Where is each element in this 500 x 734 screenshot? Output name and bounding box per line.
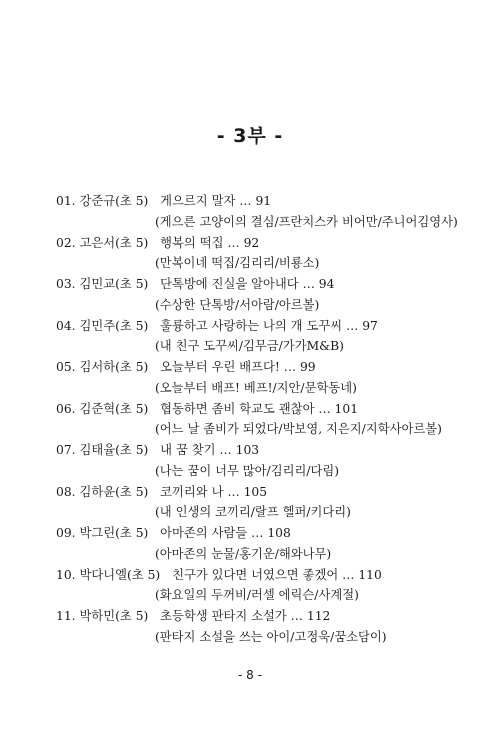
table-of-contents	[56, 191, 476, 648]
entry-title: 친구가 있다면 너였으면 좋겠어 … 110	[172, 567, 382, 582]
toc-entry	[56, 191, 476, 233]
entry-title: 내 꿈 찾기 … 103	[160, 443, 260, 457]
entry-title: 코끼리와 나 … 105	[160, 484, 268, 499]
entry-author: 김서하(초 5)	[79, 360, 149, 374]
toc-entry	[56, 482, 476, 524]
entry-title: 협동하면 좀비 학교도 괜찮아 … 101	[160, 401, 359, 416]
entry-author: 김하윤(초 5)	[79, 484, 149, 499]
entry-author: 김민주(초 5)	[79, 318, 149, 333]
entry-main-line	[56, 233, 476, 254]
entry-author: 김태율(초 5)	[79, 443, 149, 457]
entry-number: 08.	[56, 484, 76, 499]
entry-title: 게으르지 말자 … 91	[160, 194, 272, 208]
toc-entry	[56, 440, 476, 482]
entry-number: 03.	[56, 277, 76, 291]
toc-entry	[56, 233, 476, 275]
entry-title: 아마존의 사람들 … 108	[160, 526, 291, 540]
toc-entry	[56, 274, 476, 316]
entry-main-line	[56, 316, 476, 337]
toc-entry	[56, 399, 476, 441]
entry-source: (화요일의 두꺼비/러셀 에릭슨/사계절)	[155, 588, 359, 603]
entry-main-line	[56, 482, 476, 503]
part-title: - 3부 -	[216, 125, 284, 147]
entry-source: (내 인생의 코끼리/랄프 헬퍼/키다리)	[155, 505, 351, 520]
entry-title: 훌륭하고 사랑하는 나의 개 도꾸씨 … 97	[160, 318, 378, 333]
toc-entry	[56, 357, 476, 399]
entry-author: 김준혁(초 5)	[79, 401, 149, 416]
toc-entry	[56, 316, 476, 358]
toc-entry	[56, 523, 476, 565]
toc-entry	[56, 565, 476, 607]
entry-title: 초등학생 판타지 소설가 … 112	[160, 609, 331, 623]
entry-title: 행복의 떡집 … 92	[160, 235, 260, 250]
entry-number: 01.	[56, 194, 76, 208]
entry-author: 박다니엘(초 5)	[79, 567, 161, 582]
entry-main-line	[56, 565, 476, 586]
entry-title: 단톡방에 진실을 알아내다 … 94	[160, 277, 335, 291]
entry-source: (만복이네 떡집/김리리/비룡소)	[155, 256, 320, 271]
entry-source: (아마존의 눈물/홍기운/해와나무)	[155, 546, 332, 561]
entry-source: (내 친구 도꾸씨/김무금/가가M&B)	[155, 339, 344, 354]
entry-author: 박하민(초 5)	[79, 609, 149, 623]
entry-number: 10.	[56, 567, 76, 582]
entry-main-line	[56, 440, 476, 461]
entry-source: (어느 날 좀비가 되었다/박보영, 지은지/지학사아르볼)	[155, 422, 442, 437]
entry-source: (나는 꿈이 너무 많아/김리리/다림)	[155, 463, 340, 478]
entry-main-line	[56, 399, 476, 420]
entry-main-line	[56, 274, 476, 295]
entry-author: 박그린(초 5)	[79, 526, 149, 540]
entry-number: 09.	[56, 526, 76, 540]
entry-number: 06.	[56, 401, 76, 416]
entry-source: (오늘부터 배프! 베프!/지안/문학동네)	[155, 380, 357, 395]
entry-author: 김민교(초 5)	[79, 277, 149, 291]
entry-number: 07.	[56, 443, 76, 457]
entry-title: 오늘부터 우린 배프다! … 99	[160, 360, 316, 374]
entry-main-line	[56, 357, 476, 378]
entry-number: 04.	[56, 318, 76, 333]
entry-author: 고은서(초 5)	[79, 235, 149, 250]
toc-entry	[56, 606, 476, 648]
entry-number: 02.	[56, 235, 76, 250]
entry-number: 11.	[56, 609, 76, 623]
entry-main-line	[56, 523, 476, 544]
entry-source: (게으른 고양이의 결심/프란치스카 비어만/주니어김영사)	[155, 214, 458, 229]
entry-main-line	[56, 191, 476, 212]
entry-source: (수상한 단톡방/서아람/아르볼)	[155, 297, 320, 312]
page-number: - 8 -	[238, 668, 262, 682]
entry-source: (판타지 소설을 쓰는 아이/고정욱/꿈소담이)	[155, 629, 387, 644]
entry-main-line	[56, 606, 476, 627]
entry-number: 05.	[56, 360, 76, 374]
entry-author: 강준규(초 5)	[79, 194, 149, 208]
